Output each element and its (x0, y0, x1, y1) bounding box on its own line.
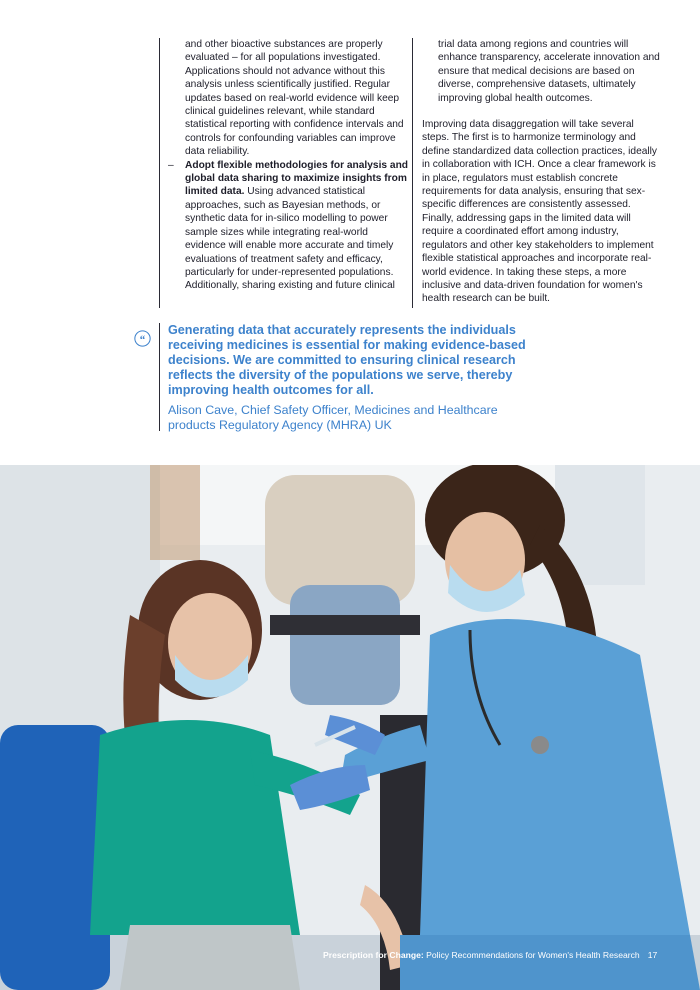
right-text-column (412, 38, 662, 308)
photo-illustration (0, 465, 700, 990)
quote-mark-icon (134, 330, 151, 347)
right-paragraph-continuation: trial data among regions and countries will enhance transparency, accelerate innovation and ensure that medical decisions are based on diverse, comprehensive datasets, ultimately improving global health outcomes. (438, 39, 660, 104)
bullet-bold-lead: Adopt flexible methodologies for analysis and global data sharing to maximize insights from limited data. (185, 159, 409, 198)
footer-title: Policy Recommendations for Women's Health Research (423, 950, 640, 960)
page-number: 17 (647, 950, 658, 960)
vaccination-photo (0, 465, 700, 990)
left-paragraph-continuation: and other bioactive substances are properly evaluated – for all populations investigated. Applications should not advance without this analysis unless scientifically justified. Regular updates based on real-world evidence will keep clinical guidelines relevant, while standard statistical reporting with confidence intervals and controls for confounding variables can improve data reliability. (185, 39, 404, 158)
footer-title-bold: Prescription for Change: (323, 950, 424, 960)
page-footer (323, 950, 663, 960)
svg-text:“: “ (139, 333, 146, 346)
bullet-body: Using advanced statistical approaches, such as Bayesian methods, or synthetic data for in-silico modelling to power sample sizes while integrating real-world evidence will enable more accurate and timely evaluations of treatment safety and efficacy, particularly for under-represented populations. Additionally, sharing existing and future clinical (185, 186, 395, 292)
pull-quote (159, 323, 539, 431)
bullet-dash: – (168, 159, 174, 171)
left-text-column (159, 38, 409, 308)
bullet-item (168, 159, 409, 293)
quote-attribution: Alison Cave, Chief Safety Officer, Medicines and Healthcare products Regulatory Agency (MHRA) UK (168, 403, 498, 432)
right-paragraph: Improving data disaggregation will take several steps. The first is to harmonize terminology and define standardized data collection practices, ideally in collaboration with ICH. Once a clear framework is in place, regulators must establish concrete requirements for data analysis, ensuring that sex-specific differences are consistently assessed. Finally, addressing gaps in the limited data will require a coordinated effort among industry, regulators and other key stakeholders to implement flexible statistical approaches and incorporate real-world evidence. In taking these steps, a more inclusive and data-driven foundation for women's health research can be built. (422, 119, 658, 305)
quote-text: Generating data that accurately represents the individuals receiving medicines is essential for making evidence-based decisions. We are committed to ensuring clinical research reflects the diversity of the populations we serve, thereby improving health outcomes for all. (168, 323, 526, 397)
